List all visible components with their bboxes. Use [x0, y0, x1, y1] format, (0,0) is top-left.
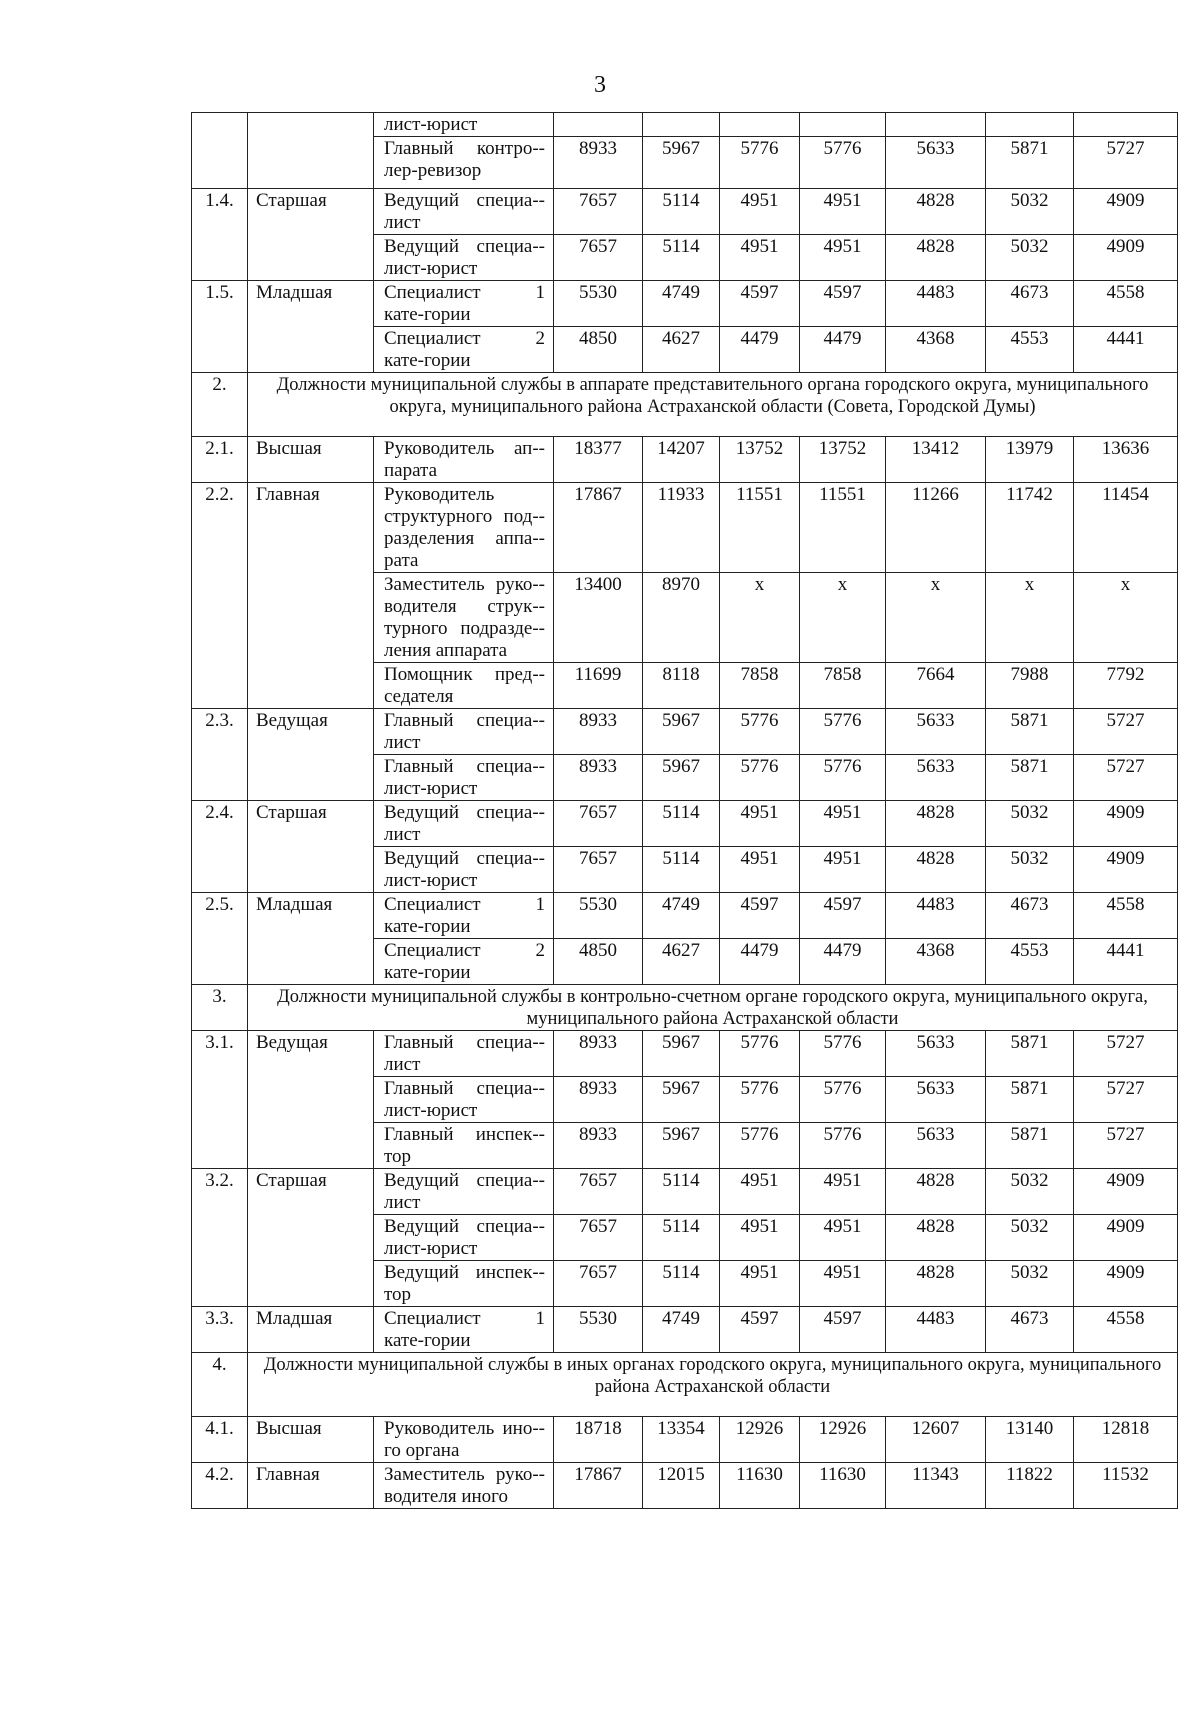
group-name: Главная — [248, 1463, 374, 1509]
salary-value: 4479 — [800, 327, 886, 373]
salary-value: 4828 — [886, 235, 986, 281]
salary-value: 5114 — [643, 1215, 720, 1261]
salary-value: 4558 — [1074, 1307, 1178, 1353]
salary-value: 8970 — [643, 573, 720, 663]
salary-value: 4558 — [1074, 281, 1178, 327]
salary-value: 8933 — [554, 755, 643, 801]
position-name: Специалист 1 кате-гории — [374, 281, 554, 327]
row-number: 2.3. — [192, 709, 248, 801]
section-row — [192, 1353, 1178, 1417]
position-name: Главный контро-лер-ревизор — [374, 137, 554, 189]
salary-value: 5727 — [1074, 709, 1178, 755]
salary-value: 4909 — [1074, 235, 1178, 281]
salary-value: 7657 — [554, 189, 643, 235]
salary-value: 13400 — [554, 573, 643, 663]
salary-value: 13752 — [720, 437, 800, 483]
salary-value: 4909 — [1074, 1169, 1178, 1215]
salary-value: 5776 — [720, 1123, 800, 1169]
salary-value: 7664 — [886, 663, 986, 709]
salary-value: 5114 — [643, 1261, 720, 1307]
salary-value: 5776 — [800, 1123, 886, 1169]
section-row — [192, 373, 1178, 437]
salary-value — [720, 113, 800, 137]
salary-value: 7858 — [720, 663, 800, 709]
table-row — [192, 709, 1178, 755]
salary-value: 18718 — [554, 1417, 643, 1463]
salary-value: 5776 — [800, 1077, 886, 1123]
row-number: 3.1. — [192, 1031, 248, 1169]
row-number: 2.4. — [192, 801, 248, 893]
table-row — [192, 893, 1178, 939]
salary-value: 12015 — [643, 1463, 720, 1509]
salary-value: 8933 — [554, 1123, 643, 1169]
salary-value: 4627 — [643, 939, 720, 985]
row-number: 3.2. — [192, 1169, 248, 1307]
position-name: Заместитель руко-водителя струк-турного подразде-ления аппарата — [374, 573, 554, 663]
table-row — [192, 1463, 1178, 1509]
salary-value: 4558 — [1074, 893, 1178, 939]
row-number: 1.4. — [192, 189, 248, 281]
salary-value — [986, 113, 1074, 137]
salary-value: 4828 — [886, 1169, 986, 1215]
salary-value: 4828 — [886, 189, 986, 235]
salary-value: 11551 — [800, 483, 886, 573]
row-number: 4.1. — [192, 1417, 248, 1463]
position-name: Ведущий инспек-тор — [374, 1261, 554, 1307]
salary-value: 4909 — [1074, 1261, 1178, 1307]
table-row — [192, 1307, 1178, 1353]
salary-value: 17867 — [554, 483, 643, 573]
group-name: Старшая — [248, 189, 374, 281]
position-name: Руководитель ино-го органа — [374, 1417, 554, 1463]
salary-value: 5530 — [554, 893, 643, 939]
salary-value: 5727 — [1074, 755, 1178, 801]
salary-value: 4479 — [720, 939, 800, 985]
row-number: 3.3. — [192, 1307, 248, 1353]
table-row — [192, 1169, 1178, 1215]
group-name: Главная — [248, 483, 374, 709]
position-name: Специалист 2 кате-гории — [374, 939, 554, 985]
salary-value: 4951 — [800, 1261, 886, 1307]
salary-value: 11266 — [886, 483, 986, 573]
salary-value: 12926 — [720, 1417, 800, 1463]
salary-value: 5776 — [800, 709, 886, 755]
salary-value: 5633 — [886, 1123, 986, 1169]
salary-value: 7657 — [554, 847, 643, 893]
salary-value: 4909 — [1074, 801, 1178, 847]
salary-value: 4828 — [886, 1215, 986, 1261]
salary-value: 4597 — [720, 893, 800, 939]
salary-value: 4951 — [800, 189, 886, 235]
salary-value: х — [886, 573, 986, 663]
salary-value: 5114 — [643, 801, 720, 847]
salary-value: 7657 — [554, 1215, 643, 1261]
position-name: Главный специа-лист — [374, 1031, 554, 1077]
salary-value: х — [1074, 573, 1178, 663]
salary-value: 4553 — [986, 939, 1074, 985]
salary-value: 5871 — [986, 1123, 1074, 1169]
salary-value: 14207 — [643, 437, 720, 483]
salary-value: 4483 — [886, 1307, 986, 1353]
salary-value: 8933 — [554, 1077, 643, 1123]
position-name: Ведущий специа-лист-юрист — [374, 235, 554, 281]
salary-value: х — [800, 573, 886, 663]
salary-value: 5727 — [1074, 1077, 1178, 1123]
table-row — [192, 189, 1178, 235]
salary-value: 5967 — [643, 755, 720, 801]
salary-value: 4951 — [800, 235, 886, 281]
table-row — [192, 113, 1178, 137]
group-name: Младшая — [248, 893, 374, 985]
salary-value: 5776 — [720, 709, 800, 755]
salary-value: 4368 — [886, 939, 986, 985]
salary-value: 4951 — [800, 1215, 886, 1261]
page-number: 3 — [594, 72, 606, 98]
salary-value: 5032 — [986, 847, 1074, 893]
salary-value: 4951 — [720, 1261, 800, 1307]
salary-value: 5967 — [643, 1077, 720, 1123]
salary-value: 5871 — [986, 1077, 1074, 1123]
salary-value: 5032 — [986, 1261, 1074, 1307]
salary-value: 5776 — [720, 137, 800, 189]
salary-value: 11742 — [986, 483, 1074, 573]
row-number: 4. — [192, 1353, 248, 1417]
salary-value: 4828 — [886, 1261, 986, 1307]
group-name: Старшая — [248, 801, 374, 893]
salary-value: 8118 — [643, 663, 720, 709]
salary-value: 4850 — [554, 939, 643, 985]
salary-value: 13412 — [886, 437, 986, 483]
salary-value: 4951 — [720, 847, 800, 893]
salary-value: 5967 — [643, 1031, 720, 1077]
salary-value: 5530 — [554, 281, 643, 327]
salary-value: 11532 — [1074, 1463, 1178, 1509]
salary-value: 5776 — [800, 137, 886, 189]
row-number: 2.1. — [192, 437, 248, 483]
section-title: Должности муниципальной службы в аппарате представительного органа городского округа, муниципального округа, муниципального района Астраханской области (Совета, Городской Думы) — [248, 373, 1178, 437]
table-row — [192, 483, 1178, 573]
salary-value: 8933 — [554, 1031, 643, 1077]
salary-value: 11454 — [1074, 483, 1178, 573]
salary-value: 4597 — [720, 1307, 800, 1353]
position-name: Главный инспек-тор — [374, 1123, 554, 1169]
salary-value: 5727 — [1074, 1031, 1178, 1077]
salary-value: 4479 — [800, 939, 886, 985]
salary-value: 5114 — [643, 235, 720, 281]
salary-value: 4673 — [986, 281, 1074, 327]
salary-value: 13979 — [986, 437, 1074, 483]
table-row — [192, 801, 1178, 847]
salary-value: 4441 — [1074, 939, 1178, 985]
group-name: Высшая — [248, 1417, 374, 1463]
salary-value: 18377 — [554, 437, 643, 483]
row-number: 4.2. — [192, 1463, 248, 1509]
position-name: Ведущий специа-лист — [374, 801, 554, 847]
salary-value: 7988 — [986, 663, 1074, 709]
salary-value: 11630 — [800, 1463, 886, 1509]
salary-value: х — [986, 573, 1074, 663]
salary-value: 4951 — [720, 1215, 800, 1261]
salary-value: 11343 — [886, 1463, 986, 1509]
salary-value: 7657 — [554, 801, 643, 847]
salary-value: 4850 — [554, 327, 643, 373]
salary-value: 5633 — [886, 1031, 986, 1077]
salary-value: 5727 — [1074, 137, 1178, 189]
position-name: Ведущий специа-лист — [374, 189, 554, 235]
position-name: Ведущий специа-лист — [374, 1169, 554, 1215]
salary-value — [1074, 113, 1178, 137]
salary-value: 4597 — [720, 281, 800, 327]
table-row — [192, 437, 1178, 483]
salary-value: 5776 — [720, 1031, 800, 1077]
row-number: 1.5. — [192, 281, 248, 373]
salary-value: 5871 — [986, 137, 1074, 189]
salary-value: 5114 — [643, 847, 720, 893]
salary-value: 4441 — [1074, 327, 1178, 373]
salary-value: 4951 — [800, 847, 886, 893]
section-row — [192, 985, 1178, 1031]
row-number: 2.5. — [192, 893, 248, 985]
position-name: Главный специа-лист — [374, 709, 554, 755]
salary-value: 4673 — [986, 893, 1074, 939]
salary-value: 11822 — [986, 1463, 1074, 1509]
salary-value: 4483 — [886, 281, 986, 327]
salary-value: 4828 — [886, 847, 986, 893]
salary-value: 5032 — [986, 1169, 1074, 1215]
salary-value: 11630 — [720, 1463, 800, 1509]
salary-value: 5633 — [886, 755, 986, 801]
salary-value: 11551 — [720, 483, 800, 573]
group-name: Младшая — [248, 281, 374, 373]
salary-value: 5776 — [720, 755, 800, 801]
salary-value: 5967 — [643, 137, 720, 189]
salary-value: 4749 — [643, 281, 720, 327]
salary-value: 7657 — [554, 235, 643, 281]
salary-value: 4368 — [886, 327, 986, 373]
salary-value: 7858 — [800, 663, 886, 709]
salary-value: 8933 — [554, 137, 643, 189]
position-name: Ведущий специа-лист-юрист — [374, 1215, 554, 1261]
group-name — [248, 113, 374, 189]
position-name: Главный специа-лист-юрист — [374, 1077, 554, 1123]
salary-value: 12818 — [1074, 1417, 1178, 1463]
salary-value: 13636 — [1074, 437, 1178, 483]
salary-value: 4597 — [800, 893, 886, 939]
salary-value: 5776 — [720, 1077, 800, 1123]
salary-value: 4597 — [800, 1307, 886, 1353]
position-name: Руководитель структурного под-разделения аппа-рата — [374, 483, 554, 573]
salary-value: 4597 — [800, 281, 886, 327]
salary-value: 4749 — [643, 1307, 720, 1353]
salary-value: 4627 — [643, 327, 720, 373]
salary-value: 5871 — [986, 709, 1074, 755]
salary-value: 5776 — [800, 755, 886, 801]
salary-value: 13354 — [643, 1417, 720, 1463]
row-number: 3. — [192, 985, 248, 1031]
salary-value: 4951 — [720, 189, 800, 235]
position-name: Специалист 1 кате-гории — [374, 1307, 554, 1353]
salary-value: 12607 — [886, 1417, 986, 1463]
salary-value: 13140 — [986, 1417, 1074, 1463]
salary-value: 4483 — [886, 893, 986, 939]
salary-value: 4951 — [720, 235, 800, 281]
group-name: Высшая — [248, 437, 374, 483]
position-name: Специалист 1 кате-гории — [374, 893, 554, 939]
salary-value: 5032 — [986, 801, 1074, 847]
salary-value: 5633 — [886, 709, 986, 755]
salary-value: 4951 — [720, 801, 800, 847]
position-name: Заместитель руко-водителя иного — [374, 1463, 554, 1509]
row-number: 2.2. — [192, 483, 248, 709]
salary-value: 5633 — [886, 137, 986, 189]
salary-value: 4673 — [986, 1307, 1074, 1353]
salary-value: х — [720, 573, 800, 663]
salary-value: 4951 — [800, 801, 886, 847]
row-number: 2. — [192, 373, 248, 437]
salary-value — [886, 113, 986, 137]
position-name: лист-юрист — [374, 113, 554, 137]
position-name: Ведущий специа-лист-юрист — [374, 847, 554, 893]
salary-value: 5727 — [1074, 1123, 1178, 1169]
table-row — [192, 281, 1178, 327]
salary-value — [800, 113, 886, 137]
position-name: Главный специа-лист-юрист — [374, 755, 554, 801]
salary-value — [643, 113, 720, 137]
salary-value: 4951 — [720, 1169, 800, 1215]
salary-value: 4951 — [800, 1169, 886, 1215]
salary-value: 4909 — [1074, 189, 1178, 235]
salary-value: 8933 — [554, 709, 643, 755]
salary-value: 4828 — [886, 801, 986, 847]
group-name: Ведущая — [248, 709, 374, 801]
salary-value: 5530 — [554, 1307, 643, 1353]
salary-value: 4909 — [1074, 1215, 1178, 1261]
salary-value: 17867 — [554, 1463, 643, 1509]
salary-value: 5114 — [643, 1169, 720, 1215]
salary-value: 11699 — [554, 663, 643, 709]
salary-value: 4749 — [643, 893, 720, 939]
salary-value: 11933 — [643, 483, 720, 573]
group-name: Ведущая — [248, 1031, 374, 1169]
table-row — [192, 1031, 1178, 1077]
salary-value: 12926 — [800, 1417, 886, 1463]
salary-value: 7657 — [554, 1169, 643, 1215]
salary-table — [191, 112, 1178, 1509]
salary-value: 5871 — [986, 1031, 1074, 1077]
salary-value: 5633 — [886, 1077, 986, 1123]
salary-value: 5032 — [986, 189, 1074, 235]
salary-value: 4553 — [986, 327, 1074, 373]
salary-value: 7792 — [1074, 663, 1178, 709]
section-title: Должности муниципальной службы в контрольно-счетном органе городского округа, муниципального округа, муниципального района Астраханской области — [248, 985, 1178, 1031]
table-row — [192, 1417, 1178, 1463]
position-name: Специалист 2 кате-гории — [374, 327, 554, 373]
section-title: Должности муниципальной службы в иных органах городского округа, муниципального округа, муниципального района Астраханской области — [248, 1353, 1178, 1417]
salary-value: 5032 — [986, 1215, 1074, 1261]
salary-value: 7657 — [554, 1261, 643, 1307]
salary-value: 13752 — [800, 437, 886, 483]
salary-value: 4909 — [1074, 847, 1178, 893]
salary-value: 5114 — [643, 189, 720, 235]
salary-value: 5967 — [643, 709, 720, 755]
group-name: Младшая — [248, 1307, 374, 1353]
salary-value: 5032 — [986, 235, 1074, 281]
position-name: Помощник пред-седателя — [374, 663, 554, 709]
salary-value — [554, 113, 643, 137]
salary-value: 5871 — [986, 755, 1074, 801]
position-name: Руководитель ап-парата — [374, 437, 554, 483]
row-number — [192, 113, 248, 189]
salary-value: 5776 — [800, 1031, 886, 1077]
salary-value: 5967 — [643, 1123, 720, 1169]
group-name: Старшая — [248, 1169, 374, 1307]
salary-value: 4479 — [720, 327, 800, 373]
